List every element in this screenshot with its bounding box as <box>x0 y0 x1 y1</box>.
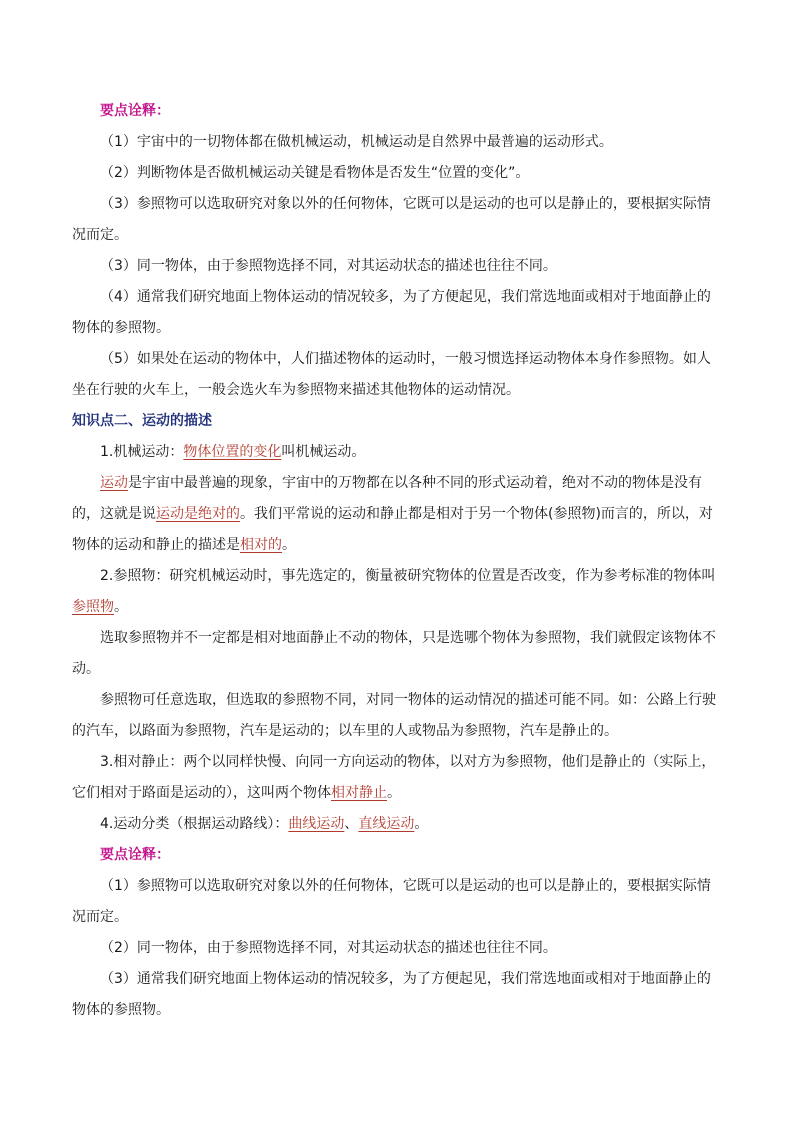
paragraph: （3）通常我们研究地面上物体运动的情况较多，为了方便起见，我们常选地面或相对于地面静止的物体的参照物。 <box>72 971 711 1018</box>
paragraph: （3）同一物体，由于参照物选择不同，对其运动状态的描述也往往不同。 <box>100 258 557 274</box>
paragraph-motion <box>72 468 724 561</box>
paragraph: （2）判断物体是否做机械运动关键是看物体是否发生“位置的变化”。 <box>100 165 530 181</box>
document-body <box>72 96 724 1026</box>
paragraph: （5）如果处在运动的物体中，人们描述物体的运动时，一般习惯选择运动物体本身作参照物。如人坐在行驶的火车上，一般会选火车为参照物来描述其他物体的运动情况。 <box>72 351 711 398</box>
item-suffix: 。 <box>387 785 401 801</box>
item-prefix: 2.参照物：研究机械运动时，事先选定的，衡量被研究物体的位置是否改变，作为参考标准的物体叫 <box>100 568 716 584</box>
item-suffix: 叫机械运动。 <box>281 444 366 460</box>
item-suffix: 。 <box>414 816 429 832</box>
paragraph: 参照物可任意选取，但选取的参照物不同，对同一物体的运动情况的描述可能不同。如：公路上行驶的汽车，以路面为参照物，汽车是运动的；以车里的人或物品为参照物，汽车是静止的。 <box>72 692 716 739</box>
text-run: 是宇宙中最普遍的现象，宇宙中的万物都在以各种不同的形式运动着，绝对不动的物体是没有的，这就是说 <box>72 475 702 522</box>
item-prefix: 3.相对静止：两个以同样快慢、向同一方向运动的物体，以对方为参照物，他们是静止的（实际上，它们相对于路面是运动的），这叫两个物体 <box>72 754 716 801</box>
item-prefix: 1.机械运动： <box>100 444 184 460</box>
text-run: 。我们平常说的运动和静止都是相对于另一个物体(参照物)而言的，所以，对物体的运动和静止的描述是 <box>72 506 713 553</box>
underlined-term: 运动 <box>100 475 128 491</box>
key-points-heading-1: 要点诠释： <box>100 103 170 119</box>
underlined-term: 物体位置的变化 <box>183 444 282 460</box>
underlined-term: 参照物 <box>72 599 114 615</box>
paragraph: （1）参照物可以选取研究对象以外的任何物体，它既可以是运动的也可以是静止的，要根据实际情况而定。 <box>72 878 711 925</box>
item-prefix: 4.运动分类（根据运动路线）： <box>100 816 289 832</box>
text-run: 。 <box>282 537 296 553</box>
item-motion-classification <box>72 809 724 840</box>
section-heading-2: 知识点二、运动的描述 <box>72 413 212 429</box>
paragraph: （2）同一物体，由于参照物选择不同，对其运动状态的描述也往往不同。 <box>100 940 557 956</box>
item-reference-object <box>72 561 724 623</box>
separator: 、 <box>344 816 359 832</box>
paragraph: （1）宇宙中的一切物体都在做机械运动，机械运动是自然界中最普遍的运动形式。 <box>100 134 613 150</box>
paragraph: 选取参照物并不一定都是相对地面静止不动的物体，只是选哪个物体为参照物，我们就假定该物体不动。 <box>72 630 716 677</box>
underlined-term: 运动是绝对的 <box>156 506 240 522</box>
paragraph: （4）通常我们研究地面上物体运动的情况较多，为了方便起见，我们常选地面或相对于地面静止的物体的参照物。 <box>72 289 711 336</box>
underlined-term: 相对的 <box>240 537 282 553</box>
item-mechanical-motion <box>72 437 724 468</box>
paragraph: （3）参照物可以选取研究对象以外的任何物体，它既可以是运动的也可以是静止的，要根据实际情况而定。 <box>72 196 711 243</box>
key-points-heading-2: 要点诠释： <box>100 847 170 863</box>
item-relative-rest <box>72 747 724 809</box>
underlined-term: 直线运动 <box>358 816 415 832</box>
underlined-term: 曲线运动 <box>288 816 345 832</box>
underlined-term: 相对静止 <box>331 785 387 801</box>
item-suffix: 。 <box>114 599 128 615</box>
